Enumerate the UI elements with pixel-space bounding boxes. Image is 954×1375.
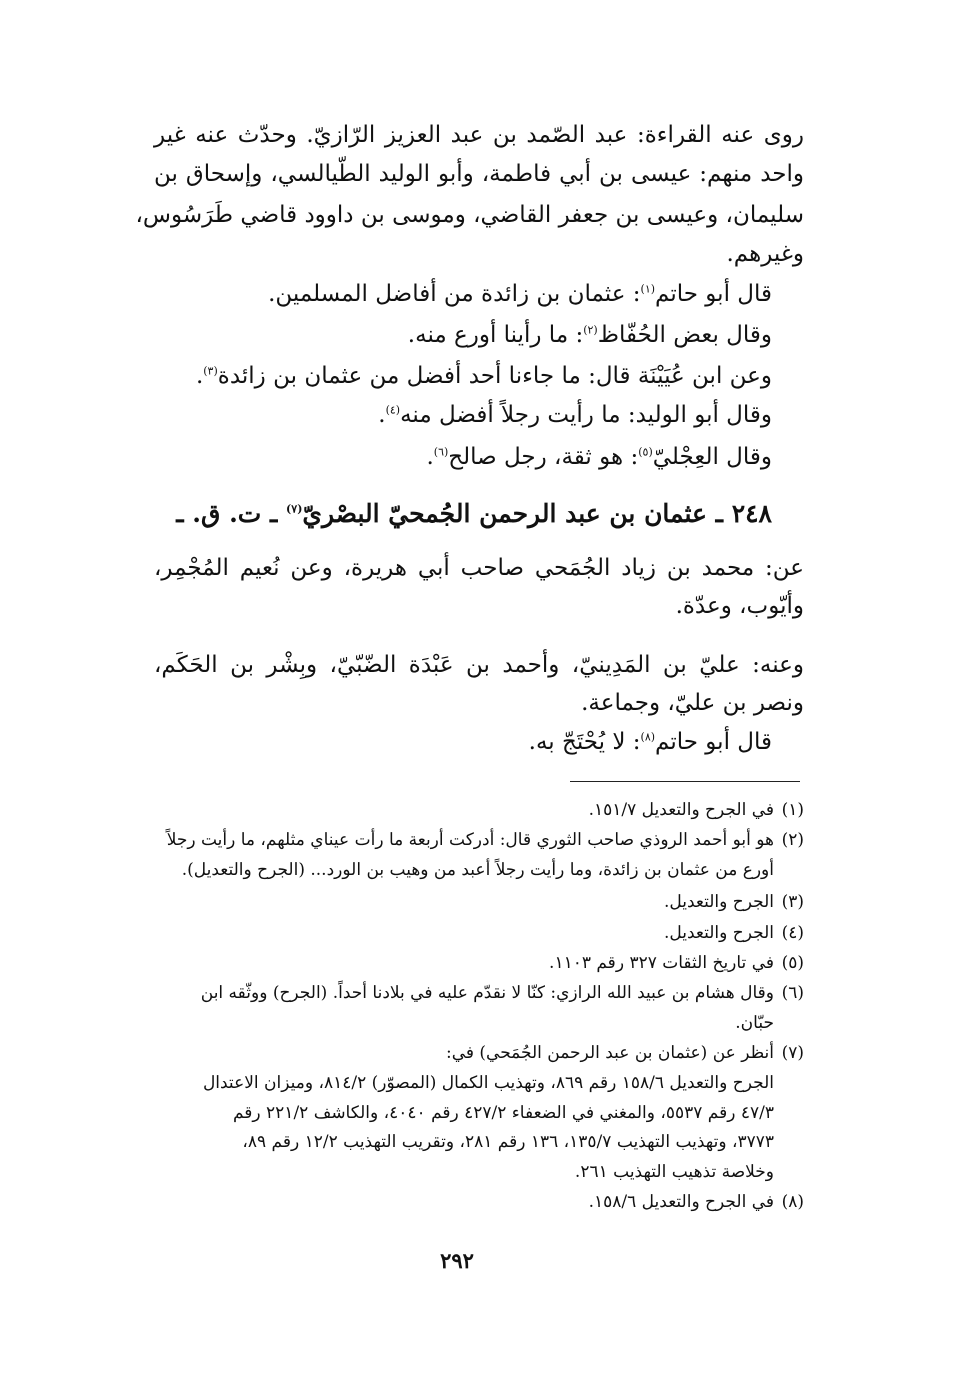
footnote-line: الجرح والتعديل ١٥٨/٦ رقم ٨٦٩، وتهذيب الكمال (المصوّر) ٨١٤/٢، وميزان الاعتدال xyxy=(202,1073,774,1093)
entry-heading: ٢٤٨ ـ عثمان بن عبد الرحمن الجُمحيّ البصْريّ$^{(٧)}$ ـ ت. ق. ـ xyxy=(176,499,772,528)
saying-line: وقال العِجْليّ$^{(٥)}$: هو ثقة، رجل صالح$^{(٦)}$. xyxy=(426,444,772,470)
footnote-number: (٥) xyxy=(781,953,804,973)
saying-line: وقال بعض الحُفّاظ$^{(٢)}$: ما رأينا أورع منه. xyxy=(407,322,772,348)
footnote-line: وخلاصة تذهيب التهذيب ٢٦١. xyxy=(574,1162,774,1182)
footnote-number: (١) xyxy=(781,800,804,820)
footnote-number: (٣) xyxy=(781,892,804,912)
footnote-ref: (١) xyxy=(640,282,656,296)
body-line: واحد منهم: عيسى بن أبي فاطمة، وأبو الوليد الطّيالسي، وإسحاق بن xyxy=(154,161,804,187)
footnote-separator xyxy=(570,781,800,782)
saying-line: قال أبو حاتم$^{(٨)}$: لا يُحْتَجّ به. xyxy=(528,729,772,755)
footnote-ref: (٦) xyxy=(433,445,449,459)
footnote-item: (٥)في تاريخ الثقات ٣٢٧ رقم ١١٠٣. xyxy=(549,953,804,973)
footnote-number: (٨) xyxy=(781,1192,804,1212)
saying-line: وقال أبو الوليد: ما رأيت رجلاً أفضل منه$^{(٤)}$. xyxy=(378,402,772,428)
footnote-line: ٤٧/٣ رقم ٥٥٣٧، والمغني في الضعفاء ٤٢٧/٢ رقم ٤٠٤٠، والكاشف ٢٢١/٢ رقم xyxy=(232,1103,774,1123)
body-line: روى عنه القراءة: عبد الصّمد بن عبد العزيز الرّازيّ. وحدّث عنه غير xyxy=(154,122,804,148)
footnote-ref: (٨) xyxy=(640,730,656,744)
footnote-line: حبّان. xyxy=(735,1013,774,1033)
footnote-item: (٦)وقال هشام بن عبيد الله الرازي: كنّا لا نقدّم عليه في بلادنا أحداً. (الجرح) ووثّقه ابن xyxy=(200,983,804,1003)
footnote-item: (٣)الجرح والتعديل. xyxy=(663,892,804,912)
footnote-ref: (٢) xyxy=(583,323,598,337)
footnote-number: (٤) xyxy=(781,923,804,943)
page-number: ٢٩٢ xyxy=(440,1248,474,1273)
body-line: سليمان، وعيسى بن جعفر القاضي، وموسى بن داوود قاضي طَرَسُوس، xyxy=(135,202,804,228)
entry-line: عن: محمد بن زياد الجُمَحي صاحب أبي هريرة، وعن نُعيم المُجْمِر، xyxy=(154,555,804,581)
footnote-item: (٢)هو أبو أحمد الروذي صاحب الثوري قال: أدركت أربعة ما رأت عيناي مثلهم، ما رأيت رجلاً xyxy=(166,830,804,850)
saying-line: قال أبو حاتم$^{(١)}$: عثمان بن زائدة من أفاضل المسلمين. xyxy=(268,281,772,307)
body-line: وغيرهم. xyxy=(726,241,804,267)
footnote-number: (٦) xyxy=(781,983,804,1003)
saying-line: وعن ابن عُيَيْنَة قال: ما جاءنا أحد أفضل من عثمان بن زائدة$^{(٣)}$. xyxy=(195,363,772,389)
entry-line: ونصر بن عليّ، وجماعة. xyxy=(581,690,804,716)
footnote-ref: (٥) xyxy=(638,445,653,459)
footnote-item: (٤)الجرح والتعديل. xyxy=(663,923,804,943)
footnote-item: (٧)أنظر عن (عثمان بن عبد الرحمن الجُمَحي) في: xyxy=(445,1043,804,1063)
footnote-number: (٧) xyxy=(781,1043,804,1063)
entry-line: وعنه: عليّ بن المَدِينيّ، وأحمد بن عَبْدَة الضّبّيّ، وبِشْر بن الحَكَم، xyxy=(154,652,804,678)
footnote-item: (١)في الجرح والتعديل ١٥١/٧. xyxy=(588,800,804,820)
footnote-line: أورع من عثمان بن زائدة، وما رأيت رجلاً أعبد من وهيب بن الورد... (الجرح والتعديل). xyxy=(181,860,774,880)
footnote-item: (٨)في الجرح والتعديل ١٥٨/٦. xyxy=(588,1192,804,1212)
entry-line: وأيّوب، وعدّة. xyxy=(675,593,804,619)
footnote-line: ٣٧٧٣، وتهذيب التهذيب ١٣٥/٧، ١٣٦ رقم ٢٨١، وتقريب التهذيب ١٢/٢ رقم ٨٩، xyxy=(242,1132,774,1152)
footnote-number: (٢) xyxy=(781,830,804,850)
footnote-ref: (٣) xyxy=(203,364,218,378)
footnote-ref: (٧) xyxy=(286,502,303,516)
footnote-ref: (٤) xyxy=(385,403,401,417)
